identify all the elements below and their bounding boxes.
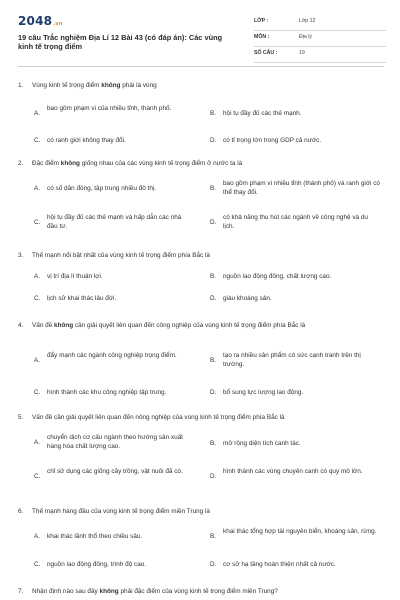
- question-1: [18, 82, 384, 91]
- option-text: nguồn lao động đông, chất lượng cao.: [223, 273, 332, 280]
- option-text: có khả năng thu hút các ngành về công nghệ và du lịch.: [223, 214, 368, 230]
- option-letter: B.: [210, 273, 217, 280]
- option-letter: C.: [34, 561, 41, 568]
- option-text: khai thác lãnh thổ theo chiều sâu.: [47, 533, 143, 540]
- option-letter: D.: [210, 295, 217, 302]
- question-text-emphasis: không: [60, 160, 80, 167]
- meta-row-subject: [254, 33, 386, 47]
- document-title: 19 câu Trắc nghiệm Địa Lí 12 Bài 43 (có đáp án): Các vùng kinh tế trọng điểm: [18, 33, 223, 51]
- meta-value: Địa lý: [299, 34, 312, 40]
- option-text: hình thành các vùng chuyên canh có quy mô lớn.: [223, 468, 363, 475]
- question-text-part: cần giải quyết liên quan đến công nghiệp của vùng kinh tế trọng điểm phía Bắc là: [73, 322, 306, 329]
- option-letter: C.: [34, 137, 41, 144]
- question-text-emphasis: không: [99, 588, 119, 595]
- option-text: tạo ra nhiều sản phẩm có sức cạnh tranh trên thị trường.: [223, 352, 361, 368]
- question-number: 4.: [18, 322, 24, 329]
- option-text: bao gồm phạm vi nhiều tỉnh (thành phố) và ranh giới có thể thay đổi.: [223, 180, 380, 196]
- option-text: lịch sử khai thác lâu đời.: [47, 295, 117, 302]
- option-text: chuyển dịch cơ cấu ngành theo hướng sản xuất hàng hóa chất lượng cao.: [47, 434, 183, 450]
- question-text: [18, 588, 384, 597]
- question-text: [18, 322, 378, 331]
- question-number: 7.: [18, 588, 24, 595]
- option-text: vị trí địa lí thuận lợi.: [47, 273, 103, 280]
- question-text-part: Vấn đề: [32, 322, 55, 329]
- question-text: [18, 508, 384, 517]
- question-7: [18, 588, 384, 597]
- option-text: chỉ sử dụng các giống cây trồng, vật nuôi đã có.: [47, 468, 183, 475]
- option-text: khai thác tổng hợp tài nguyên biển, khoáng sản, rừng.: [223, 528, 377, 535]
- question-text-part: giống nhau của các vùng kinh tế trọng điểm ở nước ta là: [79, 160, 243, 167]
- question-number: 1.: [18, 82, 24, 89]
- option-letter: A.: [34, 273, 41, 280]
- worksheet-header: [18, 14, 388, 62]
- question-text-emphasis: không: [54, 322, 74, 329]
- option-letter: D.: [210, 219, 217, 226]
- question-text-part: Thế mạnh nổi bật nhất của vùng kinh tế trọng điểm phía Bắc là: [32, 252, 210, 259]
- question-text-part: Đặc điểm: [32, 160, 61, 167]
- option-letter: B.: [210, 357, 217, 364]
- question-6: [18, 508, 384, 517]
- option-text: có tỉ trọng lớn trong GDP cả nước.: [223, 137, 322, 144]
- option-letter: C.: [34, 219, 41, 226]
- option-letter: B.: [210, 533, 217, 540]
- option-text: bao gồm phạm vi của nhiều tỉnh, thành phố.: [47, 105, 172, 112]
- option-letter: A.: [34, 110, 41, 117]
- logo-suffix: .vn: [53, 21, 63, 27]
- option-text: giàu khoáng sản.: [223, 295, 272, 302]
- question-text: [18, 252, 384, 261]
- option-letter: D.: [210, 389, 217, 396]
- meta-label: SỐ CÂU :: [254, 50, 278, 56]
- question-number: 2.: [18, 160, 24, 167]
- option-letter: C.: [34, 389, 41, 396]
- header-divider: [18, 66, 384, 67]
- option-letter: A.: [34, 357, 41, 364]
- question-3: [18, 252, 384, 261]
- meta-label: LỚP :: [254, 18, 269, 24]
- option-text: mở rộng diện tích canh tác.: [223, 440, 301, 447]
- option-letter: B.: [210, 110, 217, 117]
- option-text: nguồn lao động đông, trình độ cao.: [47, 561, 147, 568]
- question-5: [18, 414, 384, 423]
- option-letter: D.: [210, 561, 217, 568]
- question-text: [18, 82, 384, 91]
- question-number: 3.: [18, 252, 24, 259]
- question-text-part: Vấn đề cần giải quyết liên quan đến nông nghiệp của vùng kinh tế trọng điểm phía Bắc là: [32, 414, 285, 421]
- option-letter: B.: [210, 440, 217, 447]
- option-text: hình thành các khu công nghiệp tập trung.: [47, 389, 167, 396]
- question-text: [18, 414, 384, 423]
- option-text: hội tụ đầy đủ các thế mạnh.: [223, 110, 302, 117]
- option-letter: C.: [34, 473, 41, 480]
- option-letter: C.: [34, 295, 41, 302]
- question-4: [18, 322, 384, 331]
- meta-label: MÔN :: [254, 34, 270, 40]
- question-text-part: Vùng kinh tế trọng điểm: [32, 82, 102, 89]
- question-number: 5.: [18, 414, 24, 421]
- logo-main: 2048: [18, 14, 53, 28]
- question-text-emphasis: không: [101, 82, 121, 89]
- meta-row-class: [254, 17, 386, 31]
- question-text-part: phải là vùng: [120, 82, 157, 89]
- question-2: [18, 160, 384, 169]
- option-letter: D.: [210, 137, 217, 144]
- option-text: hội tụ đầy đủ các thế mạnh và hấp dẫn các nhà đầu tư.: [47, 214, 182, 230]
- option-letter: A.: [34, 533, 41, 540]
- question-text-part: Thế mạnh hàng đầu của vùng kinh tế trọng điểm miền Trung là: [32, 508, 210, 515]
- question-number: 6.: [18, 508, 24, 515]
- option-letter: A.: [34, 185, 41, 192]
- meta-value: 19: [299, 50, 305, 56]
- question-text-part: phải đặc điểm của vùng kinh tế trọng điểm miền Trung?: [118, 588, 278, 595]
- meta-value: Lớp 12: [299, 18, 316, 24]
- site-logo[interactable]: [18, 14, 63, 28]
- option-letter: D.: [210, 473, 217, 480]
- option-text: đẩy mạnh các ngành công nghiệp trọng điểm.: [47, 352, 177, 359]
- option-text: có số dân đông, tập trung nhiều đô thị.: [47, 185, 157, 192]
- option-text: có ranh giới không thay đổi.: [47, 137, 126, 144]
- option-text: bổ sung lực lượng lao động.: [223, 389, 304, 396]
- option-letter: B.: [210, 185, 217, 192]
- meta-row-count: [254, 49, 386, 63]
- option-text: cơ sở hạ tầng hoàn thiện nhất cả nước.: [223, 561, 336, 568]
- meta-info-box: [254, 17, 386, 65]
- question-text: [18, 160, 384, 169]
- option-letter: A.: [34, 439, 41, 446]
- question-text-part: Nhận định nào sau đây: [32, 588, 100, 595]
